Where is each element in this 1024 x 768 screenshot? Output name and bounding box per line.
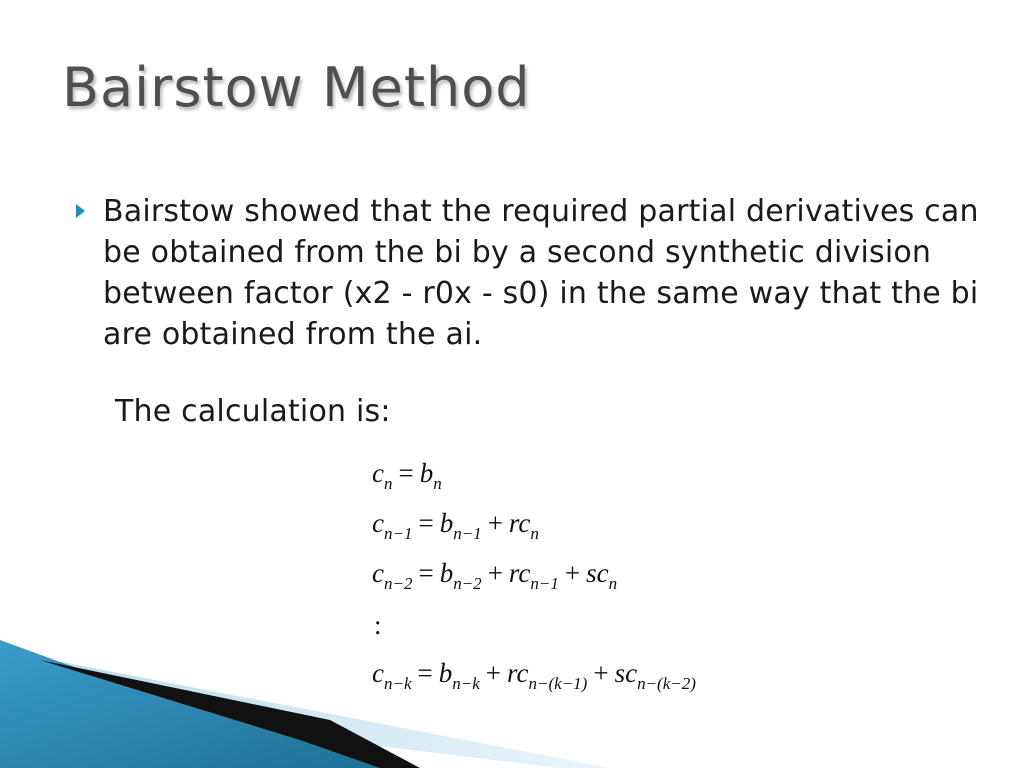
- calculation-label: The calculation is:: [115, 394, 391, 429]
- equation-cn-2: $c_{n-2} = b_{n-2} + rc_{n-1} + sc_n$: [372, 558, 618, 593]
- slide-title: Bairstow Method: [62, 56, 531, 119]
- equation-cn-1: $c_{n-1} = b_{n-1} + rc_n$: [372, 508, 539, 543]
- bullet-text: Bairstow showed that the required partial derivatives can be obtained from the bi by a second synthetic division between factor (x2 - r0x - s0) in the same way that the bi are obtained from the ai.: [103, 194, 979, 352]
- equation-cn: $c_n = b_n$: [372, 458, 442, 493]
- equation-cn-k: $c_{n-k} = b_{n-k} + rc_{n-(k-1)} + sc_{n-(k-2)}$: [372, 658, 696, 693]
- vertical-ellipsis: :: [374, 610, 382, 640]
